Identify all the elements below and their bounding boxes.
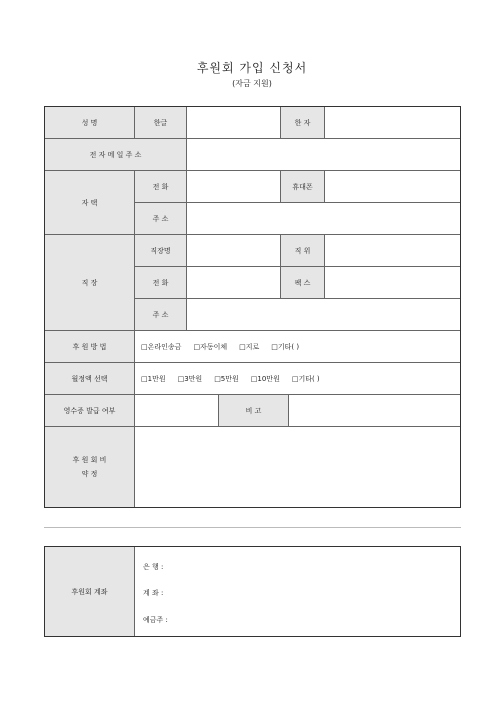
bank-account-box bbox=[44, 546, 461, 637]
section-divider bbox=[44, 527, 461, 528]
hangul-name-field[interactable] bbox=[187, 107, 281, 139]
receipt-field[interactable] bbox=[135, 395, 219, 427]
work-address-label: 주 소 bbox=[135, 299, 187, 331]
method-option-other[interactable]: □기타( ) bbox=[271, 342, 300, 351]
email-field[interactable] bbox=[187, 139, 460, 171]
application-form bbox=[44, 106, 461, 508]
email-label: 전 자 메 일 주 소 bbox=[45, 139, 187, 171]
work-phone-label: 전 화 bbox=[135, 267, 187, 299]
fax-label: 팩 스 bbox=[281, 267, 325, 299]
method-option-online[interactable]: □온라인송금 bbox=[141, 342, 182, 351]
account-number-line: 계 좌 : bbox=[143, 589, 164, 597]
agreement-label-line-1: 후 원 회 비 bbox=[72, 456, 107, 464]
method-label: 후 원 방 법 bbox=[45, 331, 135, 363]
mobile-field[interactable] bbox=[325, 171, 460, 203]
workplace-label: 직장명 bbox=[135, 235, 187, 267]
home-address-label: 주 소 bbox=[135, 203, 187, 235]
note-label: 비 고 bbox=[219, 395, 289, 427]
hangul-label: 한글 bbox=[135, 107, 187, 139]
receipt-label: 영수증 발급 여부 bbox=[45, 395, 135, 427]
amount-option-10k[interactable]: □1만원 bbox=[141, 374, 166, 383]
fax-field[interactable] bbox=[325, 267, 460, 299]
method-option-autodebit[interactable]: □자동이체 bbox=[193, 342, 228, 351]
bank-name-line: 은 행 : bbox=[143, 563, 164, 571]
home-address-field[interactable] bbox=[187, 203, 460, 235]
form-title: 후원회 가입 신청서 bbox=[196, 61, 308, 75]
amount-options bbox=[135, 363, 460, 395]
amount-option-100k[interactable]: □10만원 bbox=[250, 374, 280, 383]
account-holder-line: 예금주 : bbox=[143, 616, 168, 624]
amount-option-other[interactable]: □기타( ) bbox=[291, 374, 320, 383]
agreement-label bbox=[45, 427, 135, 507]
work-label: 직 장 bbox=[45, 235, 135, 331]
position-field[interactable] bbox=[325, 235, 460, 267]
amount-option-30k[interactable]: □3만원 bbox=[177, 374, 203, 383]
workplace-field[interactable] bbox=[187, 235, 281, 267]
name-label: 성 명 bbox=[45, 107, 135, 139]
amount-label: 월정액 선택 bbox=[45, 363, 135, 395]
home-label: 자 택 bbox=[45, 171, 135, 235]
work-address-field[interactable] bbox=[187, 299, 460, 331]
agreement-field[interactable] bbox=[135, 427, 460, 507]
home-phone-field[interactable] bbox=[187, 171, 281, 203]
amount-option-50k[interactable]: □5만원 bbox=[214, 374, 239, 383]
bank-account-label: 후원회 계좌 bbox=[45, 547, 135, 636]
form-subtitle: (자금 지원) bbox=[232, 79, 272, 88]
position-label: 직 위 bbox=[281, 235, 325, 267]
mobile-label: 휴대폰 bbox=[281, 171, 325, 203]
agreement-label-line-2: 약 정 bbox=[81, 470, 98, 478]
note-field[interactable] bbox=[289, 395, 460, 427]
home-phone-label: 전 화 bbox=[135, 171, 187, 203]
method-option-giro[interactable]: □지로 bbox=[239, 342, 260, 351]
work-phone-field[interactable] bbox=[187, 267, 281, 299]
method-options bbox=[135, 331, 460, 363]
hanja-label: 한 자 bbox=[281, 107, 325, 139]
hanja-name-field[interactable] bbox=[325, 107, 460, 139]
